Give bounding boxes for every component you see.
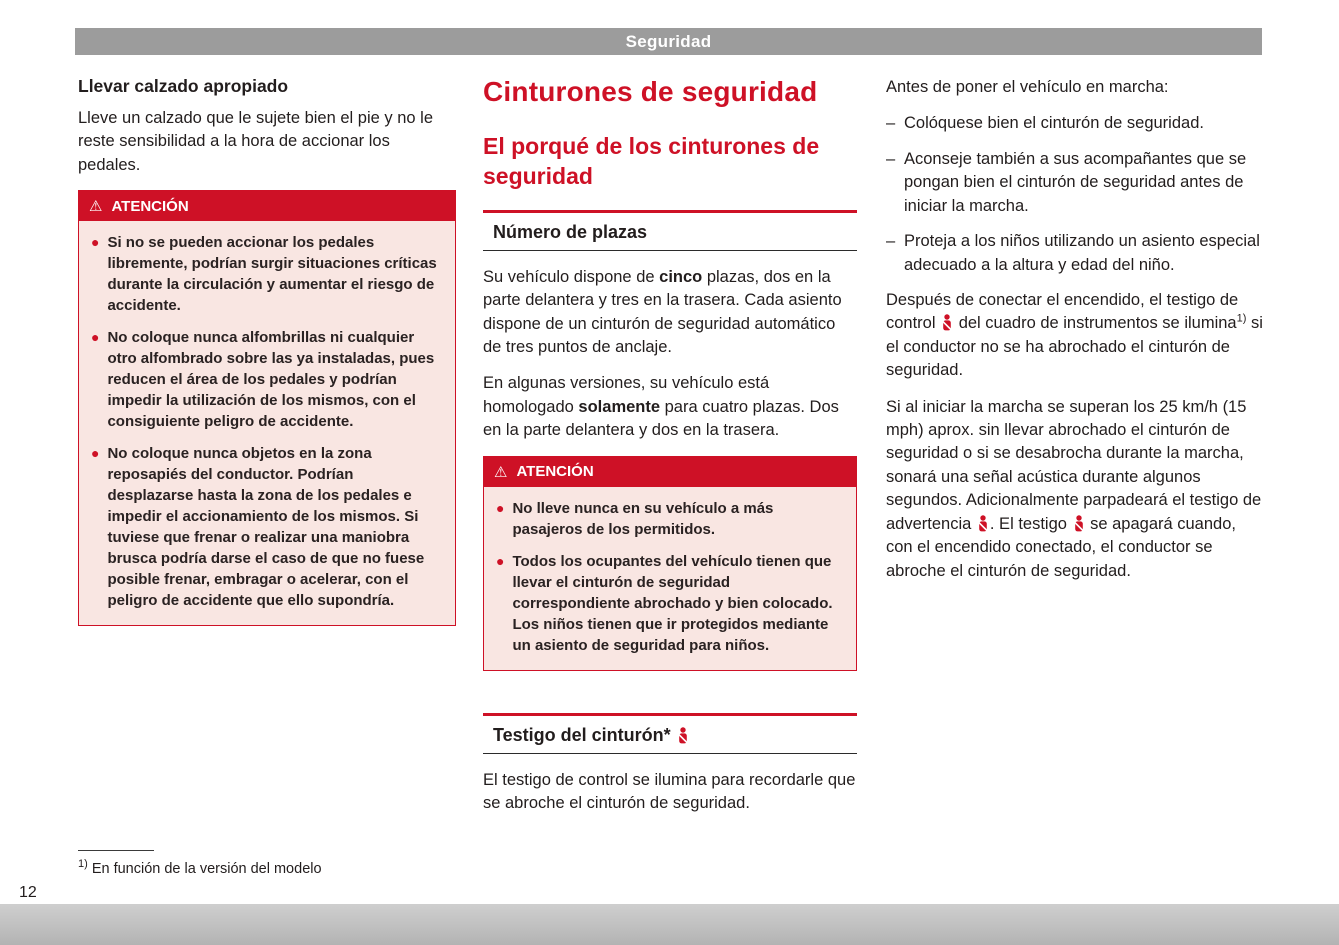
seatbelt-warning-icon bbox=[940, 314, 954, 331]
bullet-icon: ● bbox=[91, 234, 100, 251]
warning-box-passengers bbox=[483, 456, 857, 671]
seatbelt-warning-icon bbox=[976, 515, 990, 532]
footnote-rule bbox=[78, 850, 154, 851]
page-header-title: Seguridad bbox=[625, 31, 712, 51]
warning-title: ATENCIÓN bbox=[111, 197, 189, 215]
text-segment: Si al iniciar la marcha se superan los 25 km/h (15 mph) aprox. sin llevar abrochado el cinturón de seguridad o si se desabrocha durante la marcha, sonará una señal acústica durante algunos segundos. Adicionalmente parpadeará el testigo de advertencia bbox=[886, 397, 1262, 533]
warning-item-text: No lleve nunca en su vehículo a más pasajeros de los permitidos. bbox=[512, 499, 774, 538]
paragraph-intro: Antes de poner el vehículo en marcha: bbox=[886, 78, 1169, 96]
seatbelt-warning-icon bbox=[676, 727, 690, 744]
text-segment: para cuatro plazas. Dos en la parte delantera y dos en la trasera. bbox=[483, 397, 839, 440]
warning-triangle-icon: ⚠ bbox=[89, 198, 103, 216]
page-header bbox=[75, 28, 1262, 55]
scan-edge bbox=[0, 904, 1339, 945]
column-left bbox=[78, 76, 456, 642]
warning-triangle-icon: ⚠ bbox=[494, 463, 508, 481]
chapter-title: Cinturones de seguridad bbox=[483, 76, 818, 107]
text-segment: En algunas versiones, su vehículo está homologado bbox=[483, 374, 770, 416]
warning-item-text: Si no se pueden accionar los pedales libremente, podrían surgir situaciones críticas durante la circulación y aumentar el riesgo de accidente. bbox=[107, 234, 437, 315]
footnote bbox=[78, 850, 458, 877]
paragraph-footwear: Lleve un calzado que le sujete bien el pie y no le reste sensibilidad a la hora de accionar los pedales. bbox=[78, 109, 433, 174]
list-item-text: Proteja a los niños utilizando un asiento especial adecuado a la altura y edad del niño. bbox=[904, 232, 1260, 274]
warning-item-text: Todos los ocupantes del vehículo tienen que llevar el cinturón de seguridad correspondiente abrochado y bien colocado. Los niños tienen que ir protegidos mediante un asiento de seguridad para niños. bbox=[512, 552, 833, 654]
footnote-marker: 1) bbox=[78, 858, 88, 871]
section-heading-testigo bbox=[483, 713, 857, 754]
section-heading-text: Número de plazas bbox=[483, 213, 857, 251]
footnote-text bbox=[78, 858, 458, 877]
warning-item-text: No coloque nunca objetos en la zona reposapiés del conductor. Podrían desplazarse hasta la zona de los pedales e impedir el accionamiento de los mismos. Si tuviese que frenar o realizar una maniobra brusca podría darse el caso de que no fuese posible frenar, embragar o acelerar, con el peligro de accidente que ello supondría. bbox=[107, 445, 425, 610]
seatbelt-warning-icon bbox=[1072, 515, 1086, 532]
text-segment: . El testigo bbox=[989, 514, 1072, 533]
list-item-text: Colóquese bien el cinturón de seguridad. bbox=[904, 114, 1204, 133]
text-segment: del cuadro de instrumentos se ilumina bbox=[954, 314, 1237, 333]
warning-item bbox=[91, 327, 443, 432]
list-item bbox=[886, 112, 1263, 135]
dash-marker: – bbox=[886, 114, 896, 133]
section-heading-plazas bbox=[483, 210, 857, 251]
dash-marker: – bbox=[886, 149, 896, 168]
paragraph-speed-warning bbox=[886, 396, 1263, 583]
warning-body bbox=[484, 487, 856, 670]
paragraph-ignition bbox=[886, 289, 1263, 383]
warning-item bbox=[496, 551, 844, 656]
text-segment: Después de conectar el encendido, el testigo de control bbox=[886, 290, 1239, 333]
warning-item bbox=[91, 232, 443, 316]
paragraph-plazas-2 bbox=[483, 372, 857, 442]
column-right bbox=[886, 76, 1263, 596]
warning-title: ATENCIÓN bbox=[516, 463, 594, 481]
text-segment: plazas, dos en la parte delantera y tres en la trasera. Cada asiento dispone de un cinturón de seguridad automático de tres puntos de anclaje. bbox=[483, 267, 842, 357]
text-segment: Su vehículo dispone de bbox=[483, 267, 660, 286]
warning-box-pedals bbox=[78, 190, 456, 626]
section-title-footwear: Llevar calzado apropiado bbox=[78, 76, 289, 96]
dash-marker: – bbox=[886, 232, 896, 251]
warning-item bbox=[496, 498, 844, 540]
text-segment: se apagará cuando, con el encendido conectado, el conductor se abroche el cinturón de seguridad. bbox=[886, 514, 1236, 580]
warning-header bbox=[79, 191, 455, 221]
paragraph-testigo: El testigo de control se ilumina para recordarle que se abroche el cinturón de seguridad. bbox=[483, 770, 856, 813]
warning-body bbox=[79, 221, 455, 625]
warning-item-text: No coloque nunca alfombrillas ni cualquier otro alfombrado sobre las ya instaladas, pues reducen el área de los pedales y podrían impedir la utilización de los mismos, con el consiguiente peligro de accidente. bbox=[107, 329, 435, 431]
footnote-ref: 1) bbox=[1236, 312, 1247, 325]
text-segment-bold: solamente bbox=[578, 397, 661, 416]
list-item bbox=[886, 230, 1263, 277]
column-middle bbox=[483, 76, 857, 829]
bullet-icon: ● bbox=[91, 329, 100, 346]
warning-header bbox=[484, 457, 856, 487]
footnote-body: En función de la versión del modelo bbox=[91, 861, 322, 877]
paragraph-plazas-1 bbox=[483, 266, 857, 360]
warning-item bbox=[91, 443, 443, 611]
bullet-icon: ● bbox=[496, 499, 505, 516]
list-item-text: Aconseje también a sus acompañantes que se pongan bien el cinturón de seguridad antes de iniciar la marcha. bbox=[904, 149, 1247, 215]
chapter-subtitle: El porqué de los cinturones de seguridad bbox=[483, 133, 820, 189]
bullet-icon: ● bbox=[91, 445, 100, 462]
bullet-icon: ● bbox=[496, 552, 505, 569]
list-item bbox=[886, 148, 1263, 218]
page-number: 12 bbox=[19, 884, 37, 901]
section-heading-text: Testigo del cinturón* bbox=[493, 724, 671, 745]
text-segment-bold: cinco bbox=[659, 267, 703, 286]
text-segment: si el conductor no se ha abrochado el cinturón de seguridad. bbox=[886, 314, 1263, 380]
